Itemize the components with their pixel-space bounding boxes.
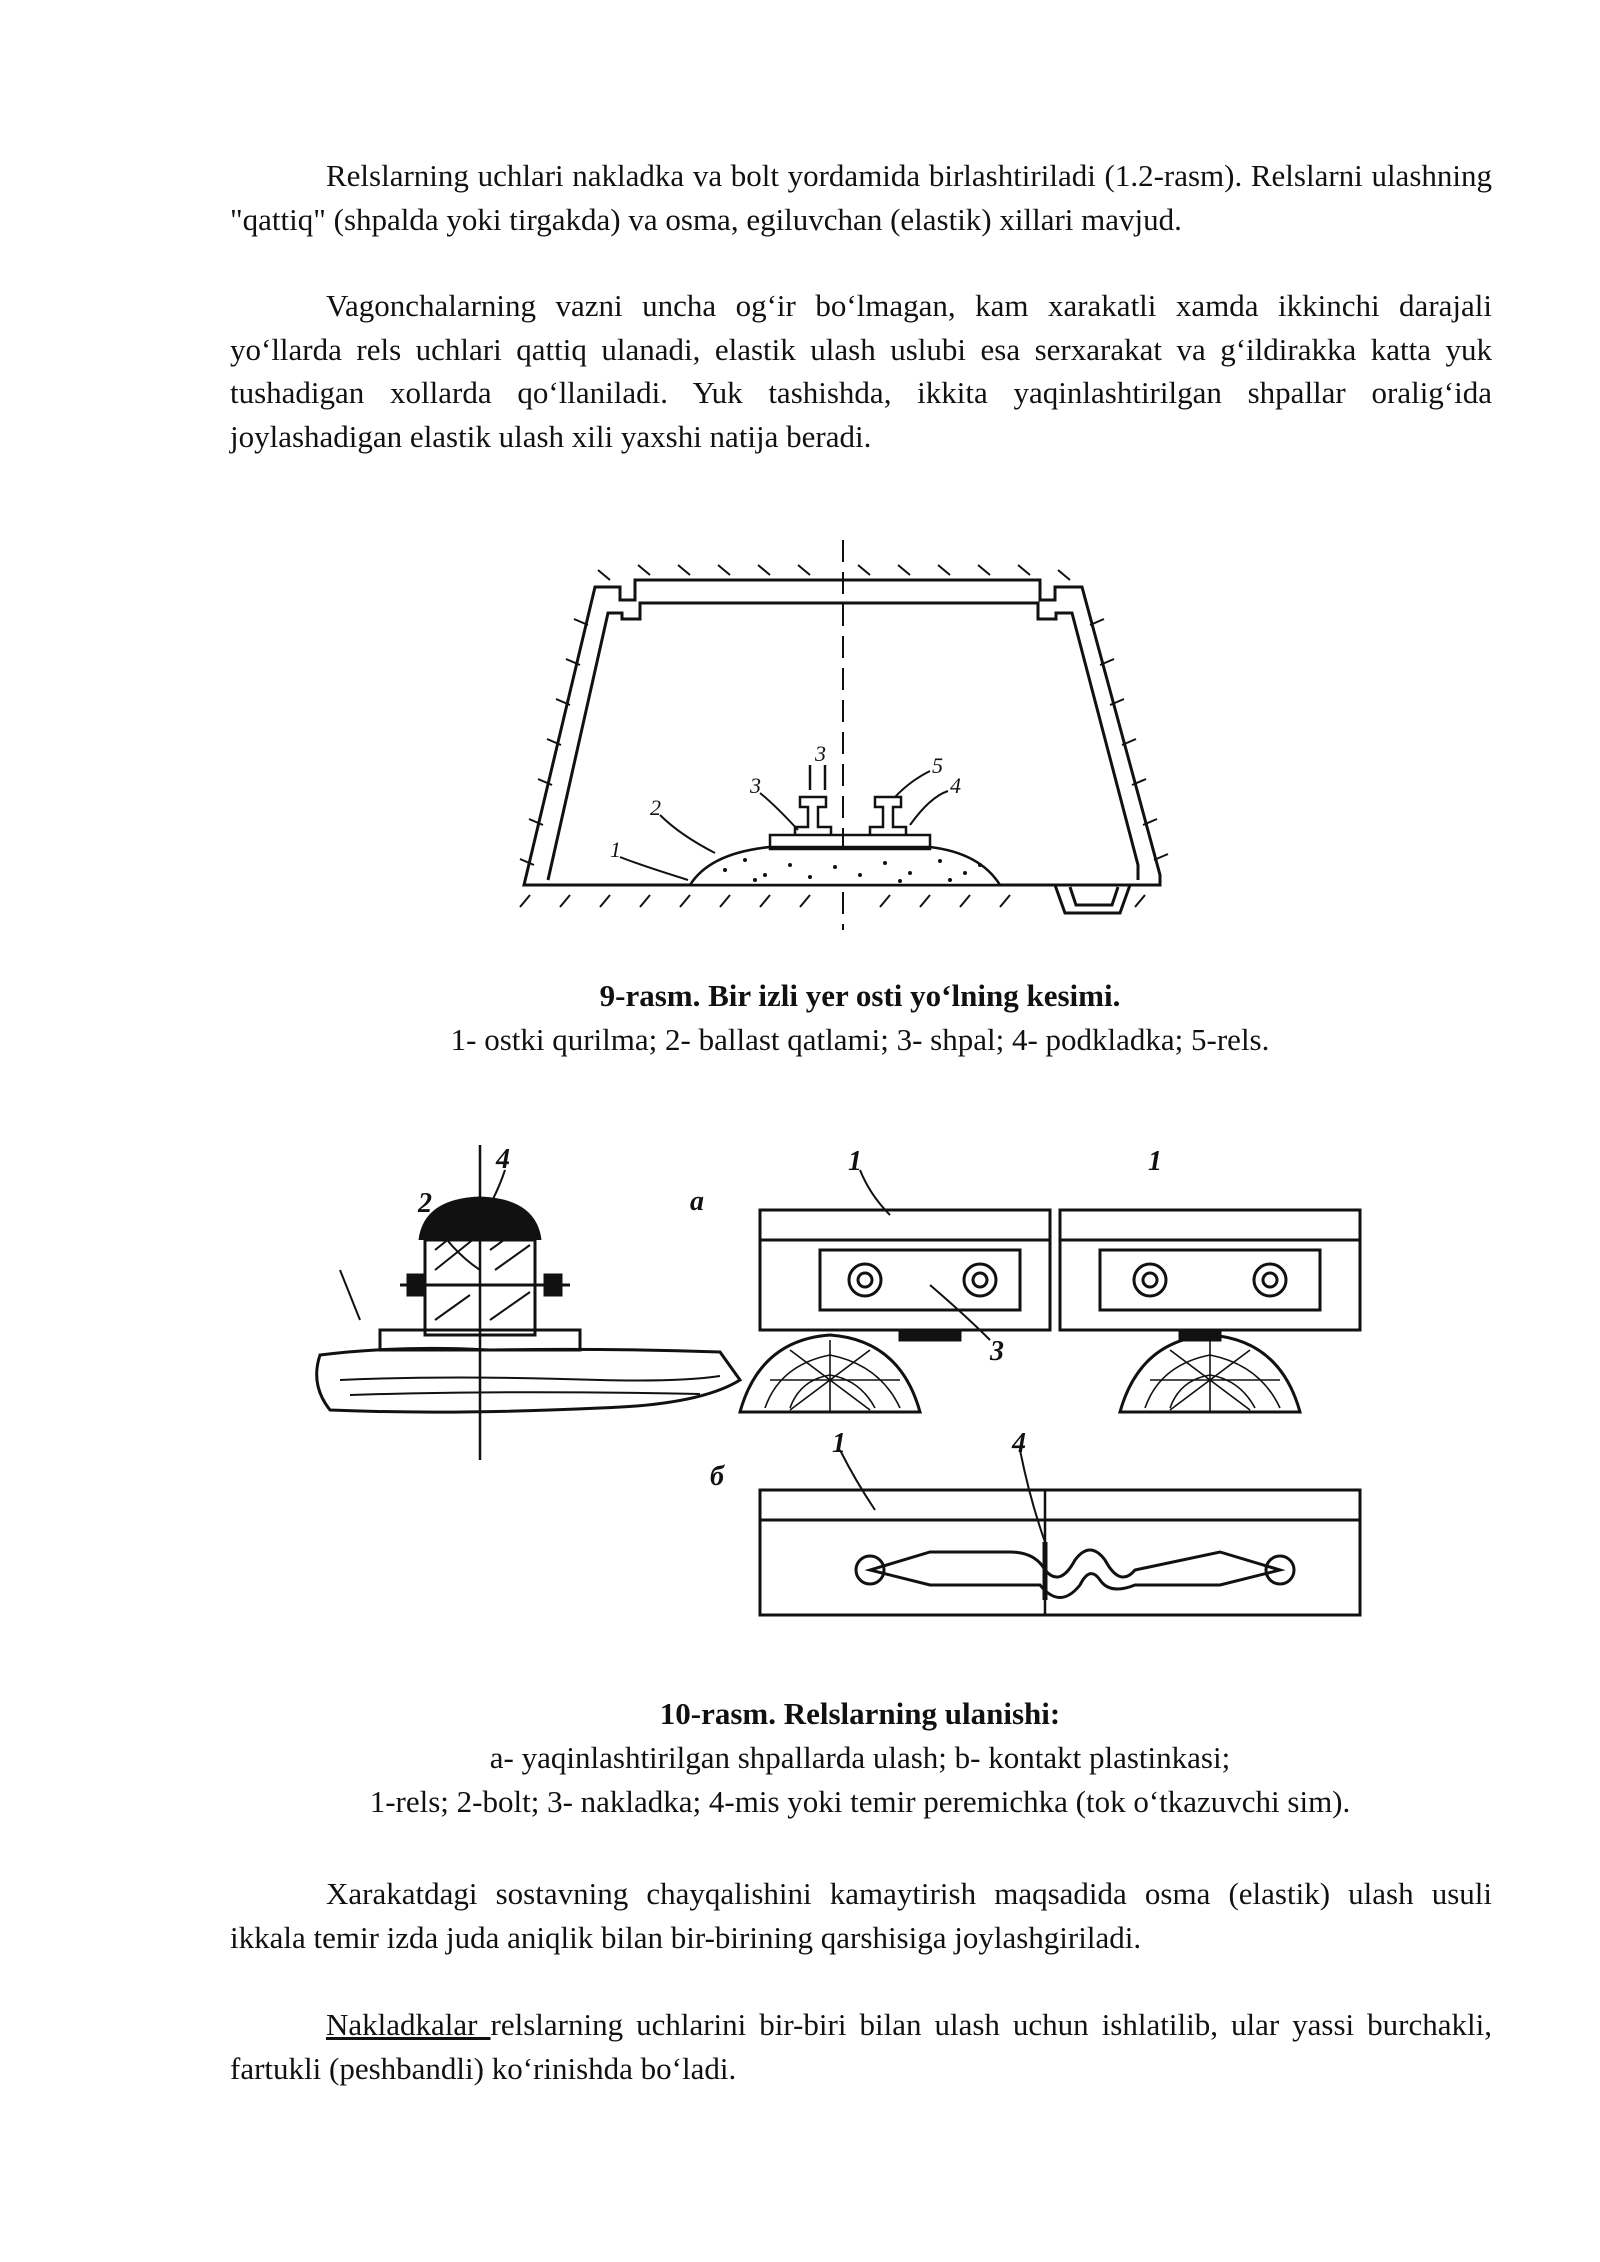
bolt-head	[1254, 1264, 1286, 1296]
term-nakladkalar: Nakladkalar	[326, 2007, 491, 2042]
figure-10-rail-joints	[300, 1140, 1420, 1670]
label-1-far: 1	[1148, 1146, 1162, 1177]
contact-plate	[870, 1550, 1280, 1598]
figure-9-caption-text: 1- ostki qurilma; 2- ballast qatlami; 3- shpal; 4- podkladka; 5-rels.	[450, 1022, 1270, 1057]
paragraph-2	[230, 284, 1492, 458]
paragraph-3-text: Xarakatdagi sostavning chayqalishini kamaytirish maqsadida osma (elastik) ulash usuli ikkala temir izda juda aniqlik bilan bir-birining qarshisiga joylashgiriladi.	[230, 1876, 1492, 1955]
paragraph-2-text: Vagonchalarning vazni uncha ogʻir boʻlmagan, kam xarakatli xamda ikkinchi darajali yoʻllarda rels uchlari qattiq ulanadi, elastik ulash uslubi esa serxarakat va gʻildirakka katta yuk tushadigan xollarda qoʻllaniladi. Yuk tashishda, ikkita yaqinlashtirilgan shpallar oraligʻida joylashadigan elastik ulash xili yaxshi natija beradi.	[230, 288, 1492, 454]
bolt-head	[964, 1264, 996, 1296]
paragraph-4-text: relslarning uchlarini bir-biri bilan ulash uchun ishlatilib, ular yassi burchakli, fartukli (peshbandli) koʻrinishda boʻladi.	[230, 2007, 1492, 2086]
label-1-right: 1	[848, 1146, 862, 1177]
drainage-channel-inner	[1070, 887, 1118, 905]
figure-9-caption-title: 9-rasm. Bir izli yer osti yoʻlning kesimi.	[599, 978, 1121, 1013]
rail-1-web	[760, 1240, 1050, 1330]
label-3: 3	[750, 773, 761, 798]
figure-9-drawing	[510, 535, 1190, 935]
figure-10-caption-title: 10-rasm. Relslarning ulanishi:	[659, 1696, 1061, 1731]
label-1-b: 1	[832, 1428, 846, 1459]
label-a: a	[690, 1186, 704, 1217]
figure-10-caption-line-2: 1-rels; 2-bolt; 3- nakladka; 4-mis yoki temir peremichka (tok oʻtkazuvchi sim).	[369, 1784, 1351, 1819]
joint-view-b	[760, 1490, 1360, 1615]
bolt-head	[1134, 1264, 1166, 1296]
paragraph-3	[230, 1872, 1492, 1959]
label-2: 2	[650, 795, 661, 820]
label-3: 3	[990, 1336, 1004, 1367]
figure-10-drawing	[300, 1140, 1420, 1670]
figure-9-tunnel-section	[510, 535, 1190, 935]
label-4: 4	[950, 773, 961, 798]
rail-right	[870, 797, 906, 835]
rail-left	[795, 797, 831, 835]
bolt-head	[849, 1264, 881, 1296]
joint-cross-section	[317, 1145, 740, 1460]
paragraph-1	[230, 154, 1492, 241]
paragraph-4	[230, 2003, 1492, 2090]
rail-b-head	[760, 1490, 1360, 1520]
rail-1-head	[760, 1210, 1050, 1240]
leaders-a	[430, 1170, 990, 1340]
ballast-layer	[690, 847, 1000, 885]
rail-2-web	[1060, 1240, 1360, 1330]
label-4-b: 4	[1012, 1428, 1026, 1459]
label-5: 5	[932, 753, 943, 778]
label-3-top: 3	[815, 741, 826, 766]
figure-10-caption-line-1: a- yaqinlashtirilgan shpallarda ulash; b- kontakt plastinkasi;	[489, 1740, 1231, 1775]
sleeper-grain	[765, 1340, 1280, 1412]
leaders-b	[840, 1450, 1045, 1542]
label-4: 4	[496, 1144, 510, 1175]
label-1: 1	[610, 837, 621, 862]
paragraph-1-text: Relslarning uchlari nakladka va bolt yordamida birlashtiriladi (1.2-rasm). Relslarni ulashning "qattiq" (shpalda yoki tirgakda) va osma, egiluvchan (elastik) xillari mavjud.	[230, 158, 1492, 237]
label-2: 2	[418, 1188, 432, 1219]
label-b: б	[710, 1461, 724, 1492]
rail-2-head	[1060, 1210, 1360, 1240]
